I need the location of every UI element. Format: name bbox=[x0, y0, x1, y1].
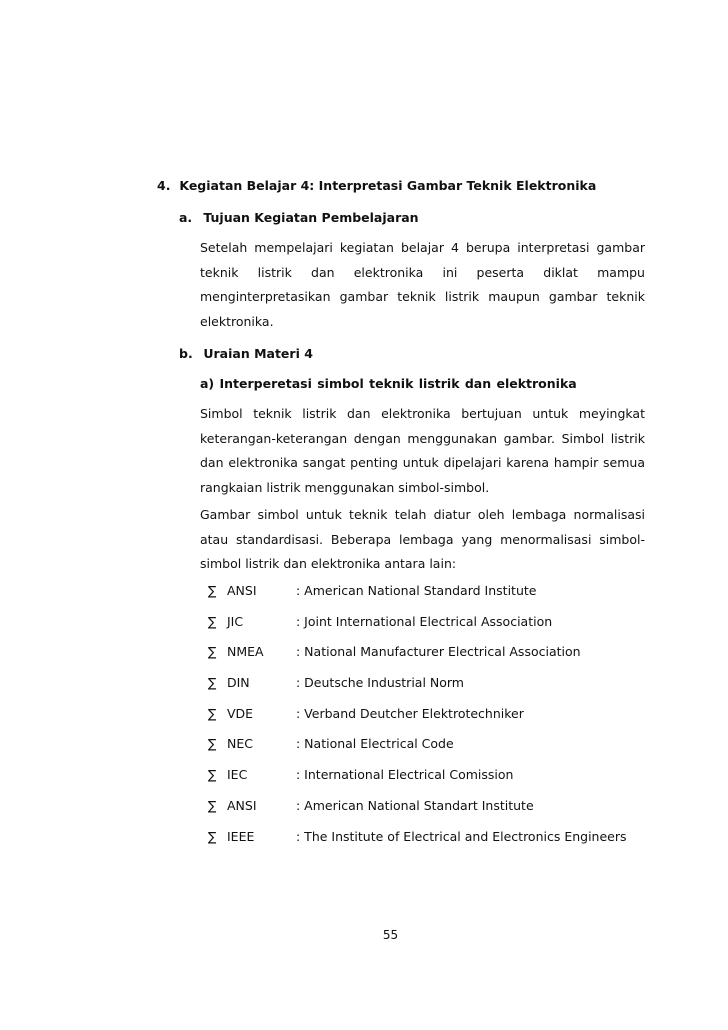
sigma-bullet-icon: ∑ bbox=[208, 767, 217, 783]
institution-desc: : National Electrical Code bbox=[296, 736, 454, 752]
institution-desc: : Verband Deutcher Elektrotechniker bbox=[296, 705, 524, 721]
institution-abbr: NMEA bbox=[227, 644, 264, 660]
institution-desc: : International Electrical Comission bbox=[296, 767, 514, 783]
subsection-b-title: Uraian Materi 4 bbox=[203, 346, 313, 361]
sigma-bullet-icon: ∑ bbox=[208, 828, 217, 844]
standardization-paragraph: Gambar simbol untuk teknik telah diatur oleh lembaga normalisasi atau standardisasi. Beberapa lembaga yang menormalisasi simbol-simbol listrik dan elektronika antara lain: bbox=[200, 507, 645, 571]
sigma-bullet-icon: ∑ bbox=[208, 675, 217, 691]
institution-desc: : American National Standard Institute bbox=[296, 583, 537, 598]
institution-abbr: ANSI bbox=[227, 583, 257, 598]
symbol-interpretation-heading: a) Interperetasi simbol teknik listrik dan elektronika bbox=[200, 376, 577, 391]
subsection-b-number: b. bbox=[179, 346, 193, 361]
list-item bbox=[208, 767, 627, 798]
sigma-bullet-icon: ∑ bbox=[208, 797, 217, 813]
institution-desc: : The Institute of Electrical and Electronics Engineers bbox=[296, 828, 627, 844]
institution-abbr: JIC bbox=[227, 613, 244, 629]
institution-abbr: DIN bbox=[227, 675, 250, 691]
institution-abbr: NEC bbox=[227, 736, 253, 752]
sigma-bullet-icon: ∑ bbox=[208, 736, 217, 752]
page-number: 55 bbox=[382, 928, 399, 942]
objective-paragraph: Setelah mempelajari kegiatan belajar 4 berupa interpretasi gambar teknik listrik dan elektronika ini peserta diklat mampu menginterpretasikan gambar teknik listrik maupun gambar teknik elektronika. bbox=[200, 240, 645, 329]
list-item bbox=[208, 829, 627, 860]
institution-desc: : National Manufacturer Electrical Association bbox=[296, 644, 581, 660]
section-heading bbox=[157, 178, 596, 193]
institution-abbr: IEEE bbox=[227, 828, 255, 844]
sigma-bullet-icon: ∑ bbox=[208, 613, 217, 629]
subsection-a-heading bbox=[179, 210, 419, 225]
section-title-text: Kegiatan Belajar 4: Interpretasi Gambar Teknik Elektronika bbox=[179, 178, 597, 193]
institution-desc: : Deutsche Industrial Norm bbox=[296, 675, 464, 691]
list-item bbox=[208, 706, 627, 737]
institution-desc: : Joint International Electrical Association bbox=[296, 613, 553, 629]
sigma-bullet-icon: ∑ bbox=[208, 705, 217, 721]
institution-desc: : American National Standart Institute bbox=[296, 797, 534, 813]
list-item bbox=[208, 798, 627, 829]
list-item bbox=[208, 675, 627, 706]
list-item bbox=[208, 614, 627, 645]
list-item bbox=[208, 583, 627, 614]
subsection-b-heading bbox=[179, 346, 313, 361]
symbol-purpose-paragraph: Simbol teknik listrik dan elektronika bertujuan untuk meyingkat keterangan-keterangan dengan menggunakan gambar. Simbol listrik dan elektronika sangat penting untuk dipelajari karena hampir semua rangkaian listrik menggunakan simbol-simbol. bbox=[200, 406, 645, 495]
section-number: 4. bbox=[157, 178, 171, 193]
institution-abbr: IEC bbox=[227, 767, 248, 783]
institution-abbr: VDE bbox=[227, 705, 254, 721]
subsection-a-number: a. bbox=[179, 210, 193, 225]
subsection-a-title: Tujuan Kegiatan Pembelajaran bbox=[203, 210, 419, 225]
list-item bbox=[208, 736, 627, 767]
list-item bbox=[208, 644, 627, 675]
institution-abbr: ANSI bbox=[227, 797, 257, 813]
sigma-bullet-icon: ∑ bbox=[208, 644, 217, 660]
sigma-bullet-icon: ∑ bbox=[208, 583, 217, 598]
institution-list bbox=[208, 583, 627, 859]
